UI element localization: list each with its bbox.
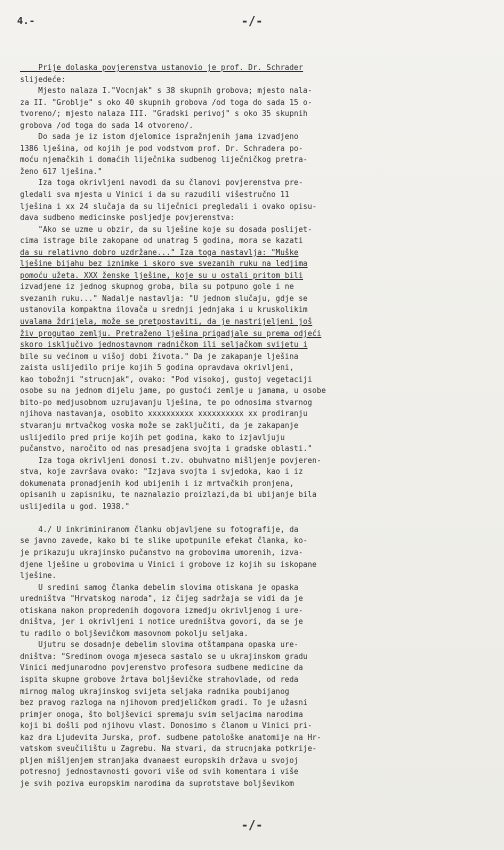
text-line: grobova /od toga do sada 14 otvoreno/.: [20, 120, 194, 130]
text-line: potresnoj jednostavnosti govori više od svih komentara i više: [20, 767, 299, 777]
text-line: 4./ U inkriminiranom članku objavljene su fotografije, da: [20, 524, 299, 534]
text-line: tu radilo o boljševičkom masovnom pokolju seljaka.: [20, 628, 249, 638]
text-line: otiskana nakon propredenih dogovora izmedju okrivljenog i ure-: [20, 605, 304, 615]
text-line: bito-po medjusobnom uzrujavanju lješina, te po odnosima stvarnog: [20, 397, 313, 407]
text-line: stva, koje završava ovako: "Izjava svojta i svjedoka, kao i iz: [20, 467, 304, 477]
text-line: uslijedilo pred prije kojih pet godina, kako to izjavljuju: [20, 432, 285, 442]
page-number: 4.-: [17, 16, 36, 27]
text-line: uslijedila u god. 1938.": [20, 501, 130, 511]
text-line: zaista uslijedilo prije kojih 5 godina opravdava okrivljeni,: [20, 363, 294, 373]
text-line: kao tobožnji "strucnjak", ovako: "Pod visokoj, gustoj vegetaciji: [20, 374, 313, 384]
text-line: [20, 512, 498, 524]
text-line: primjer onoga, što boljševici spremaju svim seljacima narodima: [20, 709, 304, 719]
text-line: U sredini samog članka debelim slovima otiskana je opaska: [20, 582, 299, 592]
text-line: Vinici medjunarodno povjerenstvo profesora sudbene medicine da: [20, 663, 304, 673]
text-line: moću njemačkih i domaćih liječnika sudbenog liječničkog pretra-: [20, 155, 308, 165]
text-line: 1386 lješina, od kojih je pod vodstvom prof. Dr. Schradera po-: [20, 143, 304, 153]
text-line: Prije dolaska povjerenstva ustanovio je prof. Dr. Schrader: [20, 63, 304, 72]
text-line: dokumenata pronadjenih kod ubijenih i iz mrtvačkih pronjena,: [20, 478, 294, 488]
text-line: svezanih ruku..." Nadalje nastavlja: "U jednom slučaju, gdje se: [20, 293, 308, 303]
text-line: gledali sva mjesta u Vinici i da su razudili višestručno 11: [20, 190, 290, 200]
text-line: "Ako se uzme u obzir, da su lješine koje su dosada poslijet-: [20, 224, 313, 234]
text-line: uredništva "Hrvatskog naroda", iz čijeg sadržaja se vidi da je: [20, 594, 304, 604]
text-line: lješine bijahu bez iznimke i skoro sve svezanih ruku na ledjima: [20, 259, 308, 269]
text-line: djene lješine u grobovima u Vinici i grobove iz kojih su iskopane: [20, 559, 317, 569]
text-line: osobe su na jednom dijelu jame, po gustoći zemlje u jamama, u osobe: [20, 386, 326, 396]
text-line: ustanovila kompaktna ilovača u srednji jednjaka i u kruskolikim: [20, 305, 308, 315]
document-body: [20, 62, 498, 789]
text-line: Do sada je iz istom djelomice ispražnjenih jama izvadjeno: [20, 132, 299, 142]
text-line: za II. "Groblje" s oko 40 skupnih grobova /od toga do sada 15 o-: [20, 97, 313, 107]
text-line: Ujutru se dosadnje debelim slovima otštampana opaska ure-: [20, 640, 299, 650]
text-line: pomoću užeta. XXX ženske lješine, koje su u ostali pritom bili: [20, 270, 304, 280]
text-line: uvalama ždrijela, može se pretpostaviti, da je nastrijeljeni još: [20, 317, 313, 327]
bottom-continuation-mark: -/-: [241, 818, 263, 832]
text-line: tvoreno/; mjesto nalaza III. "Gradski perivoj" s oko 35 skupnih: [20, 109, 308, 119]
text-line: Mjesto nalaza I."Vocnjak" s 38 skupnih grobova; mjesto nala-: [20, 86, 313, 96]
text-line: dava sudbeno medicinske posljedje povjerenstva:: [20, 213, 235, 223]
text-line: dništva, jer i okrivljeni i notice uredništva govori, da se je: [20, 617, 304, 627]
text-line: lješina i xx 24 slučaja da su liječnici pregledali i ovako opisu-: [20, 201, 317, 211]
text-line: da su relativno dobro uzdržane..." Iza toga nastavlja: "Muške: [20, 247, 299, 257]
text-line: živ progutao zemlju. Pretraženo lješina prigadjale su prema odjeći: [20, 328, 322, 338]
text-line: je prikazuju ukrajinsko pučanstvo na grobovima umorenih, izva-: [20, 547, 304, 557]
top-continuation-mark: -/-: [241, 14, 263, 28]
text-line: je svih poziva europskim narodima da suprotstave boljševikom: [20, 778, 294, 788]
text-line: izvadjene iz jednog skupnog groba, bila su potpuno gole i ne: [20, 282, 294, 292]
text-line: pučanstvo, naročito od nas presadjena svojta i gradske oblasti.": [20, 444, 313, 454]
text-line: Iza toga okrivljeni navodi da su članovi povjerenstva pre-: [20, 178, 304, 188]
text-line: pljen mišljenjem stranjaka dvanaest europskih država u svojoj: [20, 755, 299, 765]
text-line: skoro isključivo jednostavnom radničkom ili seljačkom svijetu i: [20, 340, 308, 350]
text-line: kaz dra Ljudevita Jurska, prof. sudbene patološke anatomije na Hr-: [20, 732, 322, 742]
text-line: stvaranju mrtvačkog voska može se zaključiti, da je zakapanje: [20, 420, 299, 430]
text-line: bile su većinom u višoj dobi života." Da je zakapanje lješina: [20, 351, 299, 361]
text-line: koji bi došli pod njihovu vlast. Donosimo s članom u Vinici pri-: [20, 721, 313, 731]
text-line: ženo 617 lješina.": [20, 166, 103, 176]
text-line: vatskom sveučilištu u Zagrebu. Na stvari, da strucnjaka potkrije-: [20, 744, 317, 754]
text-line: Iza toga okrivljeni donosi t.zv. obuhvatno mišljenje povjeren-: [20, 455, 322, 465]
text-line: bez pravog razloga na njihovom predjeličkom gradi. To je užasni: [20, 698, 308, 708]
text-line: lješine.: [20, 571, 57, 581]
text-line: njihova nastavanja, osobito xxxxxxxxxx xxxxxxxxxx xx prodiranju: [20, 409, 308, 419]
text-line: cima istrage bile zakopane od unatrag 5 godina, mora se kazati: [20, 236, 304, 246]
text-line: dništva: "Sredinom ovoga mjeseca sastalo se u ukrajinskom gradu: [20, 651, 308, 661]
text-line: mirnog malog ukrajinskog svijeta seljaka radnika poubijanog: [20, 686, 290, 696]
text-line: se javno zavede, kako bi te slike upotpunile efekat članka, ko-: [20, 536, 308, 546]
text-line: ispita skupne grobove žrtava boljševičke strahovlade, od reda: [20, 674, 299, 684]
text-line: opisanih u zapisniku, te naznalazio proizlazi,da bi ubijanje bila: [20, 490, 317, 500]
text-line: slijedeće:: [20, 74, 66, 84]
